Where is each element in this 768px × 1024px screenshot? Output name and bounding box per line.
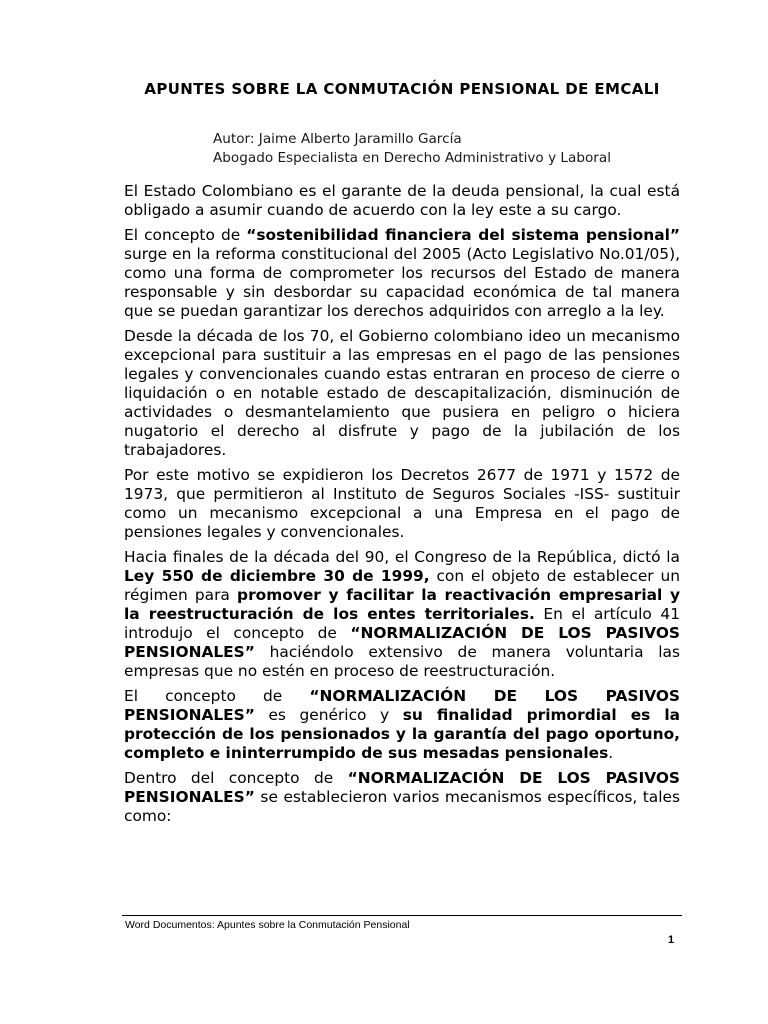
text-run: El Estado Colombiano es el garante de la deuda pensional, la cual está obligado a asumir cuando de acuerdo con la ley este a su cargo.: [124, 182, 680, 219]
text-run: es genérico y: [254, 706, 403, 724]
bold-text: Ley 550 de diciembre 30 de 1999,: [124, 567, 430, 585]
body-paragraph: [124, 548, 680, 681]
text-run: haciéndolo extensivo de manera voluntaria las empresas que no estén en proceso de reestructuración.: [124, 643, 680, 680]
body-paragraph: [124, 466, 680, 542]
credentials-line: Abogado Especialista en Derecho Administrativo y Laboral: [213, 150, 611, 166]
text-run: En el artículo 41 introdujo el concepto de: [124, 605, 681, 642]
body-paragraph: [124, 327, 680, 460]
document-title: APUNTES SOBRE LA CONMUTACIÓN PENSIONAL DE EMCALI: [144, 80, 660, 98]
bold-text: promover y facilitar la reactivación empresarial y la reestructuración de los entes territoriales.: [124, 586, 680, 623]
body-paragraph: [124, 182, 680, 220]
body-paragraph: [124, 769, 680, 826]
body-paragraph: [124, 687, 680, 763]
text-run: surge en la reforma constitucional del 2005 (Acto Legislativo No.01/05), como una forma de comprometer los recursos del Estado de manera responsable y sin desbordar su capacidad económica de tal manera que se puedan garantizar los derechos adquiridos con arreglo a la ley.: [124, 245, 680, 320]
author-block: [213, 130, 611, 168]
document-body: [124, 182, 680, 832]
page-number: 1: [668, 934, 675, 946]
bold-text: “NORMALIZACIÓN DE LOS PASIVOS PENSIONALES”: [124, 687, 681, 724]
text-run: Por este motivo se expidieron los Decretos 2677 de 1971 y 1572 de 1973, que permitieron al Instituto de Seguros Sociales -ISS- sustituir como un mecanismo excepcional a una Empresa en el pago de pensiones legales y convencionales.: [124, 466, 680, 541]
bold-text: “NORMALIZACIÓN DE LOS PASIVOS PENSIONALES”: [124, 624, 680, 661]
text-run: se establecieron varios mecanismos específicos, tales como:: [124, 788, 680, 825]
text-run: Desde la década de los 70, el Gobierno colombiano ideo un mecanismo excepcional para sustituir a las empresas en el pago de las pensiones legales y convencionales cuando estas entraran en proceso de cierre o liquidación o en notable estado de descapitalización, disminución de actividades o desmantelamiento que pusiera en peligro o hiciera nugatorio el derecho al disfrute y pago de la jubilación de los trabajadores.: [124, 327, 680, 459]
text-run: Hacia finales de la década del 90, el Congreso de la República, dictó la: [124, 548, 680, 566]
bold-text: “NORMALIZACIÓN DE LOS PASIVOS PENSIONALES”: [124, 769, 681, 806]
text-run: con el objeto de establecer un régimen para: [124, 567, 680, 604]
text-run: El concepto de: [124, 687, 310, 705]
bold-text: “sostenibilidad financiera del sistema pensional”: [246, 226, 680, 244]
footer-text: Word Documentos: Apuntes sobre la Conmutación Pensional: [125, 919, 410, 931]
footer-divider: [122, 915, 682, 916]
bold-text: su finalidad primordial es la protección de los pensionados y la garantía del pago oportuno, completo e ininterrumpido de sus mesadas pensionales: [124, 706, 680, 762]
text-run: El concepto de: [124, 226, 247, 244]
body-paragraph: [124, 226, 680, 321]
text-run: .: [608, 744, 614, 762]
text-run: Dentro del concepto de: [124, 769, 348, 787]
author-line: Autor: Jaime Alberto Jaramillo García: [213, 131, 462, 147]
